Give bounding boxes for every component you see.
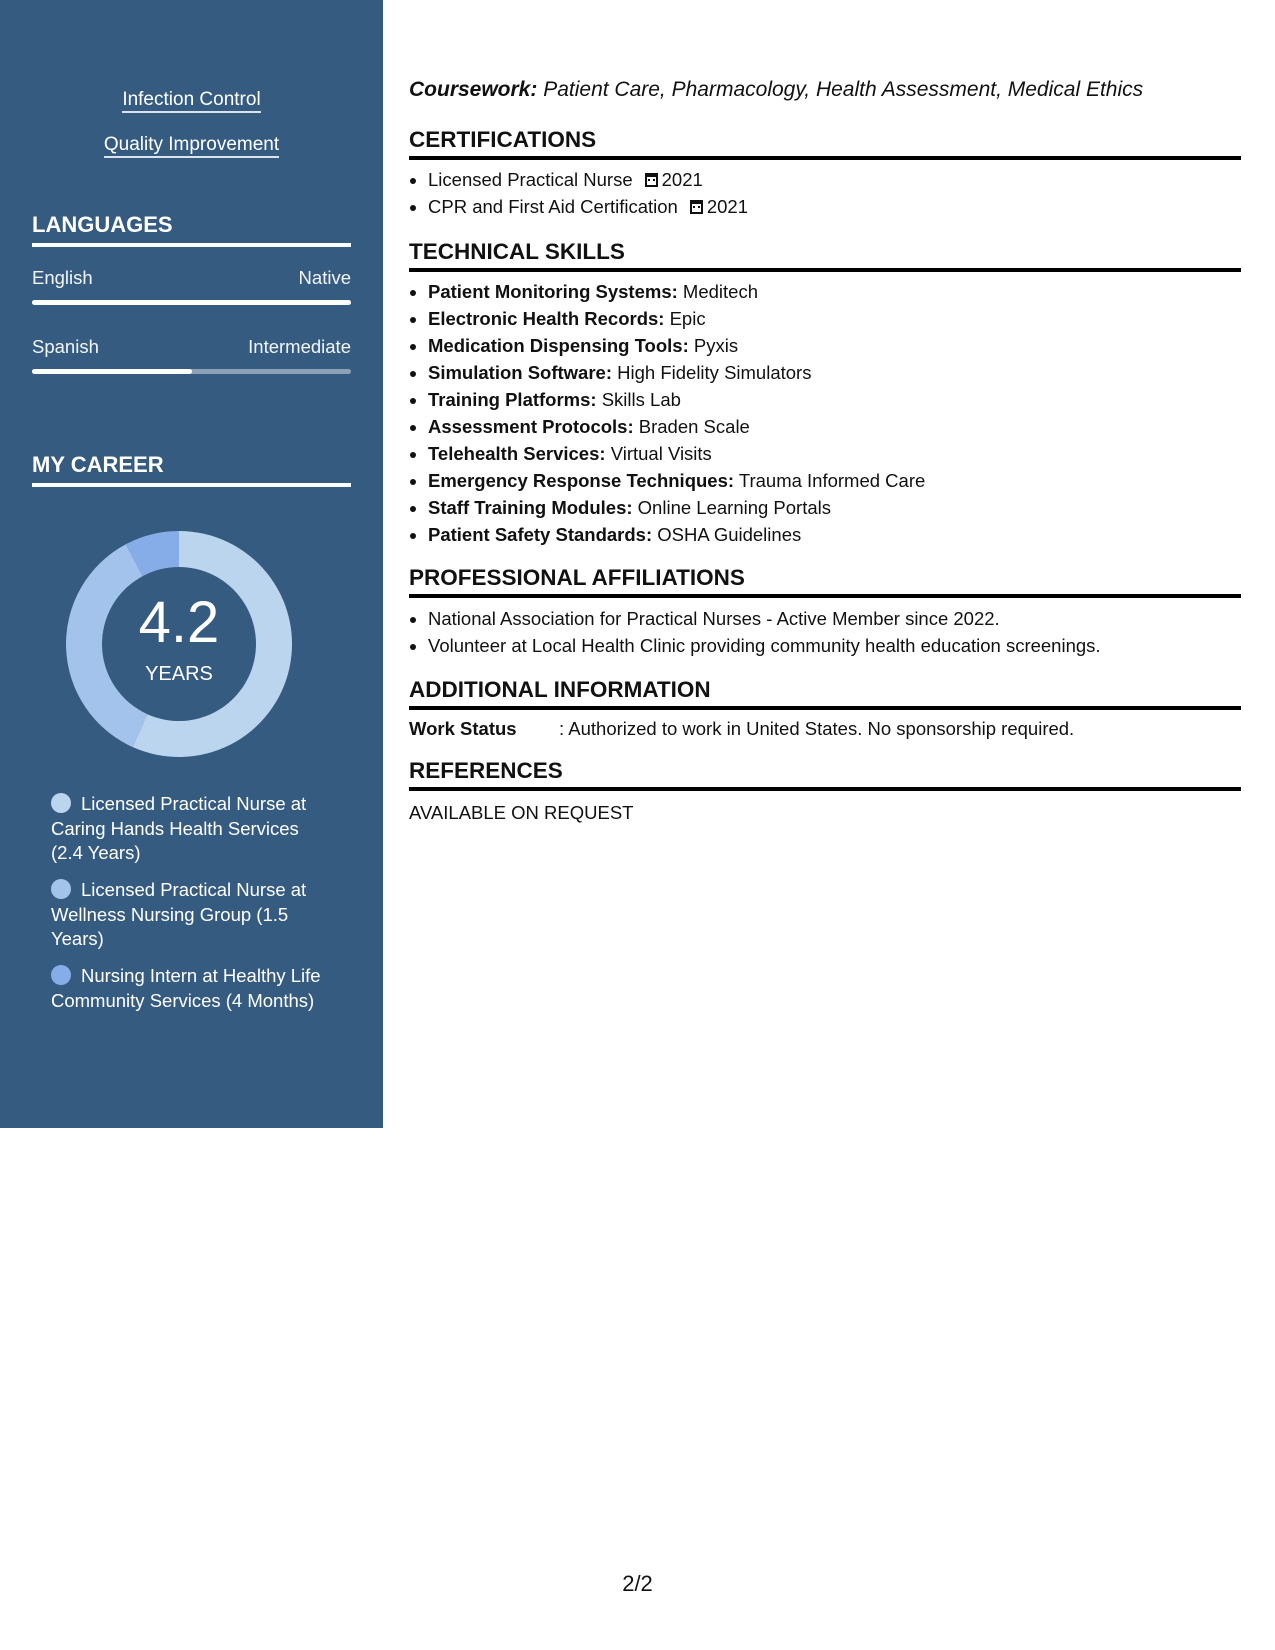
- career-item: [51, 964, 326, 1013]
- skill-item: [428, 467, 1240, 494]
- skill-label: Patient Safety Standards:: [428, 524, 653, 545]
- skill-value: Meditech: [682, 281, 758, 302]
- skill-value: Epic: [669, 308, 706, 329]
- technical-skills-heading: TECHNICAL SKILLS: [409, 238, 1241, 272]
- language-name: Spanish: [32, 336, 99, 357]
- affiliation-item: • Volunteer at Local Health Clinic providing community health education screenings.: [428, 632, 1240, 659]
- career-item-label: Licensed Practical Nurse at Wellness Nursing Group (1.5 Years): [51, 879, 307, 949]
- skill-value: Pyxis: [693, 335, 739, 356]
- skill-value: Virtual Visits: [610, 443, 712, 464]
- skill-label: Simulation Software:: [428, 362, 612, 383]
- skill-label: Training Platforms:: [428, 389, 597, 410]
- work-status-label: Work Status: [409, 718, 517, 739]
- skill-item: [428, 332, 1240, 359]
- certification-name: CPR and First Aid Certification: [428, 196, 678, 217]
- calendar-icon: [645, 173, 658, 187]
- language-bar-fill: [32, 300, 351, 305]
- certifications-heading: CERTIFICATIONS: [409, 126, 1241, 160]
- additional-info-heading: ADDITIONAL INFORMATION: [409, 676, 1241, 710]
- language-bar-fill: [32, 369, 192, 374]
- certification-item: [428, 166, 1240, 193]
- skill-item: [428, 359, 1240, 386]
- career-legend-dot: [51, 965, 71, 985]
- career-legend-dot: [51, 793, 71, 813]
- skill-label: Assessment Protocols:: [428, 416, 634, 437]
- skill-infection-control: Infection Control: [0, 88, 383, 112]
- language-row-english: [32, 267, 351, 293]
- skill-item: [428, 413, 1240, 440]
- languages-heading: LANGUAGES: [32, 211, 351, 247]
- skill-item: [428, 494, 1240, 521]
- skill-item: [428, 305, 1240, 332]
- skill-value: OSHA Guidelines: [657, 524, 802, 545]
- skill-value: Skills Lab: [601, 389, 681, 410]
- coursework-label: Coursework:: [409, 78, 538, 101]
- skill-label: Medication Dispensing Tools:: [428, 335, 689, 356]
- career-total-value: 4.2: [138, 590, 220, 655]
- career-item: [51, 878, 326, 952]
- skill-item: [428, 386, 1240, 413]
- certification-name: Licensed Practical Nurse: [428, 169, 633, 190]
- skill-value: Trauma Informed Care: [738, 470, 926, 491]
- certification-item: [428, 193, 1240, 220]
- sidebar: [0, 0, 383, 1128]
- references-text: AVAILABLE ON REQUEST: [409, 802, 634, 823]
- work-status-value: : Authorized to work in United States. No sponsorship required.: [559, 718, 1075, 739]
- career-legend-dot: [51, 879, 71, 899]
- work-status-row: [409, 718, 1074, 740]
- language-bar-english: [32, 300, 351, 305]
- references-heading: REFERENCES: [409, 757, 1241, 791]
- career-total-unit: YEARS: [145, 663, 213, 685]
- career-item-label: Nursing Intern at Healthy Life Community Services (4 Months): [51, 965, 321, 1011]
- skill-label: Electronic Health Records:: [428, 308, 665, 329]
- page-number: 2/2: [622, 1571, 653, 1596]
- skill-value: High Fidelity Simulators: [617, 362, 812, 383]
- language-row-spanish: [32, 336, 351, 362]
- affiliations-list: [409, 605, 1240, 659]
- skill-label: Patient Monitoring Systems:: [428, 281, 678, 302]
- skill-value: Online Learning Portals: [637, 497, 832, 518]
- career-item-label: Licensed Practical Nurse at Caring Hands Health Services (2.4 Years): [51, 793, 307, 863]
- affiliations-heading: PROFESSIONAL AFFILIATIONS: [409, 564, 1241, 598]
- language-bar-spanish: [32, 369, 351, 374]
- coursework-line: [409, 78, 1143, 102]
- skill-quality-improvement: Quality Improvement: [0, 133, 383, 157]
- skill-value: Braden Scale: [638, 416, 750, 437]
- skill-label: Staff Training Modules:: [428, 497, 633, 518]
- certification-year: 2021: [706, 196, 748, 217]
- career-donut-chart: [66, 531, 292, 757]
- career-heading: MY CAREER: [32, 451, 351, 487]
- language-name: English: [32, 267, 93, 288]
- skill-label: Telehealth Services:: [428, 443, 606, 464]
- coursework-value: Patient Care, Pharmacology, Health Assessment, Medical Ethics: [543, 78, 1144, 101]
- certifications-list: [409, 166, 1240, 220]
- language-level: Intermediate: [248, 336, 351, 357]
- affiliation-item: • National Association for Practical Nurses - Active Member since 2022.: [428, 605, 1240, 632]
- technical-skills-list: [409, 278, 1240, 548]
- skill-item: [428, 278, 1240, 305]
- language-level: Native: [298, 267, 351, 288]
- career-item: [51, 792, 326, 866]
- certification-year: 2021: [661, 169, 703, 190]
- skill-item: [428, 521, 1240, 548]
- calendar-icon: [690, 200, 703, 214]
- skill-label: Emergency Response Techniques:: [428, 470, 735, 491]
- skill-item: [428, 440, 1240, 467]
